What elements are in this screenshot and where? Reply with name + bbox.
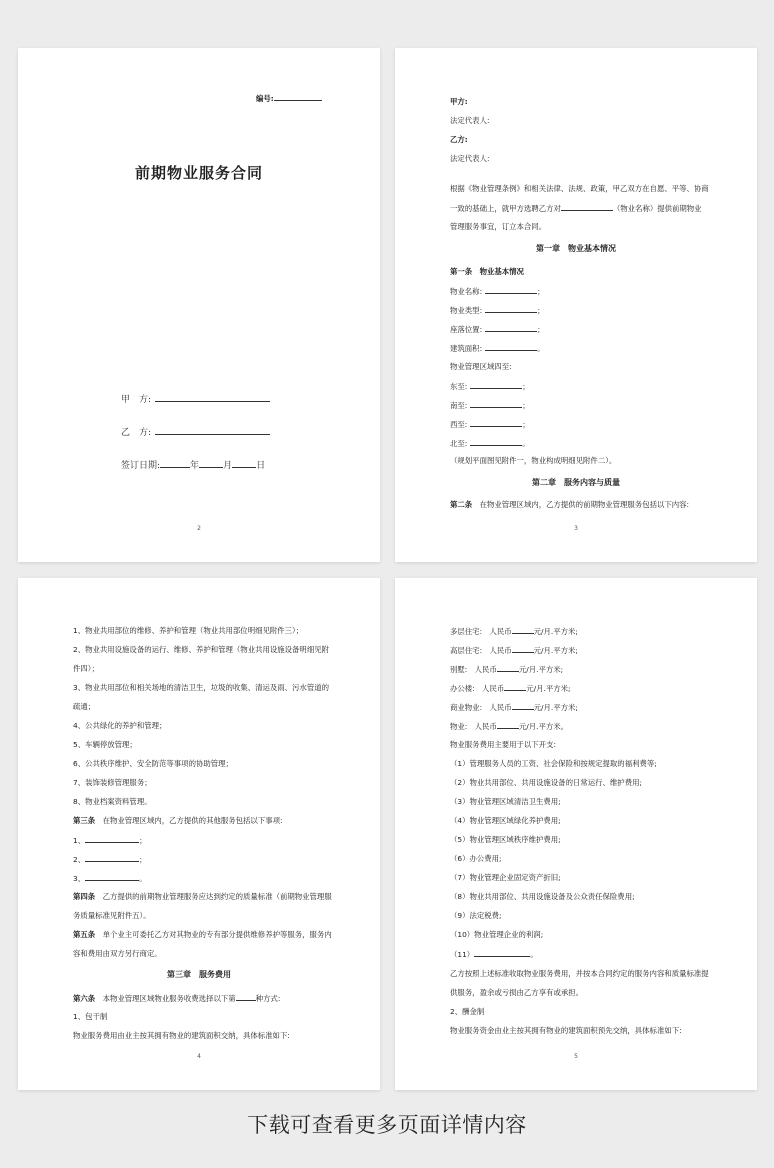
article-2: 第二条 在物业管理区域内，乙方提供的前期物业管理服务包括以下内容: [450,500,690,509]
rate-villa: 别墅: 人民币 元/月.平方米; [450,665,564,674]
boundary-east: 东至: ； [450,382,530,391]
cost-item-6: （6）办公费用; [450,854,502,863]
rate-other: 物业: 人民币 元/月.平方米。 [450,722,569,731]
fixed-fee-label: 1、包干制 [73,1012,108,1021]
article-4-line-2: 务质量标准见附件五）。 [73,911,151,920]
cost-item-9: （9）法定税费; [450,911,502,920]
rate-office: 办公楼: 人民币 元/月.平方米; [450,684,571,693]
cost-item-1: （1）管理服务人员的工资、社会保险和按规定提取的福利费等; [450,759,657,768]
other-item-1: 1、 ； [73,836,147,845]
service-item-3a: 3、物业共用部位和相关场地的清洁卫生，垃圾的收集、清运及雨、污水管道的 [73,683,329,692]
page-number: 4 [197,1053,201,1060]
article-5-line-1: 第五条 单个业主可委托乙方对其物业的专有部分提供维修养护等服务，服务内 [73,930,332,939]
intro-line-1: 根据《物业管理条例》和相关法律、法规、政策，甲乙双方在自愿、平等、协商 [450,184,709,193]
download-more-caption: 下载可查看更多页面详情内容 [247,1113,527,1137]
service-item-3b: 疏通； [73,702,96,711]
property-type: 物业类型: ； [450,306,545,315]
boundary-north: 北至: 。 [450,439,530,448]
chapter-3-heading: 第三章 服务费用 [167,970,231,979]
service-item-8: 8、物业档案资料管理。 [73,797,152,806]
article-6: 第六条 本物业管理区域物业服务收费选择以下第 种方式: [73,994,281,1003]
intro-line-3: 管理服务事宜，订立本合同。 [450,222,547,231]
article-3: 第三条 在物业管理区域内，乙方提供的其他服务包括以下事项: [73,816,283,825]
document-page-3 [395,48,757,562]
service-item-6: 6、公共秩序维护、安全防范等事项的协助管理； [73,759,233,768]
costs-intro: 物业服务费用主要用于以下开支: [450,740,556,749]
cost-item-2: （2）物业共用部位、共用设施设备的日常运行、维护费用; [450,778,642,787]
article-5-line-2: 容和费用由双方另行商定。 [73,949,162,958]
surplus-line-1: 乙方按照上述标准收取物业服务费用，并按本合同约定的服务内容和质量标准提 [450,969,709,978]
service-item-2a: 2、物业共用设施设备的运行、维修、养护和管理（物业共用设施设备明细见附 [73,645,329,654]
property-location: 座落位置: ； [450,325,545,334]
service-item-7: 7、装饰装修管理服务； [73,778,152,787]
article-4-line-1: 第四条 乙方提供的前期物业管理服务应达到约定的质量标准（前期物业管理服 [73,892,332,901]
cost-item-11: （11） 。 [450,950,538,959]
document-page-5 [395,578,757,1090]
property-area: 建筑面积: 。 [450,344,545,353]
chapter-2-heading: 第二章 服务内容与质量 [532,478,620,487]
other-item-3: 3、 。 [73,874,147,883]
service-item-2b: 件四）； [73,664,99,673]
number-blank [274,94,322,101]
document-page-2 [18,48,380,562]
cost-item-5: （5）物业管理区域秩序维护费用; [450,835,561,844]
page-title: 前期物业服务合同 [135,164,264,182]
legal-rep-a: 法定代表人: [450,116,490,125]
contract-number: 编号: [256,94,322,102]
party-b-blank [155,428,270,435]
article-1-heading: 第一条 物业基本情况 [450,267,524,276]
intro-line-2: 一致的基础上，就甲方选聘乙方对 （物业名称）提供前期物业 [450,204,702,213]
prepayment-line: 物业服务资金由业主按其拥有物业的建筑面积预先交纳，具体标准如下: [450,1026,682,1035]
boundary-label: 物业管理区域四至: [450,362,512,371]
chapter-1-heading: 第一章 物业基本情况 [536,244,616,253]
property-name: 物业名称: ； [450,287,545,296]
fee-standard-line: 物业服务费用由业主按其拥有物业的建筑面积交纳，具体标准如下: [73,1031,290,1040]
remuneration-label: 2、酬金制 [450,1007,485,1016]
document-page-4 [18,578,380,1090]
page-number: 2 [197,525,201,532]
cost-item-8: （8）物业共用部位、共用设施设备及公众责任保险费用; [450,892,635,901]
party-a-blank [155,395,270,402]
legal-rep-b: 法定代表人: [450,154,490,163]
annex-note: （规划平面图见附件一，物业构成明细见附件二）。 [450,456,617,465]
boundary-west: 西至: ； [450,420,530,429]
boundary-south: 南至: ； [450,401,530,410]
other-item-2: 2、 ； [73,855,147,864]
page-number: 3 [574,525,578,532]
page-number: 5 [574,1053,578,1060]
cost-item-3: （3）物业管理区域清洁卫生费用; [450,797,561,806]
surplus-line-2: 供服务，盈余或亏损由乙方享有或承担。 [450,988,584,997]
party-a-line: 甲 方: [121,395,270,405]
service-item-5: 5、车辆停放管理； [73,740,137,749]
cost-item-4: （4）物业管理区域绿化养护费用; [450,816,561,825]
rate-highrise: 高层住宅: 人民币 元/月.平方米; [450,646,578,655]
rate-commercial: 商业物业: 人民币 元/月.平方米; [450,703,578,712]
rate-multistorey: 多层住宅: 人民币 元/月.平方米; [450,627,578,636]
party-b-line: 乙 方: [121,428,270,438]
service-item-4: 4、公共绿化的养护和管理； [73,721,167,730]
cost-item-7: （7）物业管理企业固定资产折旧; [450,873,561,882]
service-item-1: 1、物业共用部位的维修、养护和管理（物业共用部位明细见附件三）； [73,626,304,635]
party-b-label: 乙方: [450,135,468,144]
sign-date-line: 签订日期: 年 月 日 [121,461,266,471]
party-a-label: 甲方: [450,97,468,106]
cost-item-10: （10）物业管理企业的利润; [450,930,544,939]
